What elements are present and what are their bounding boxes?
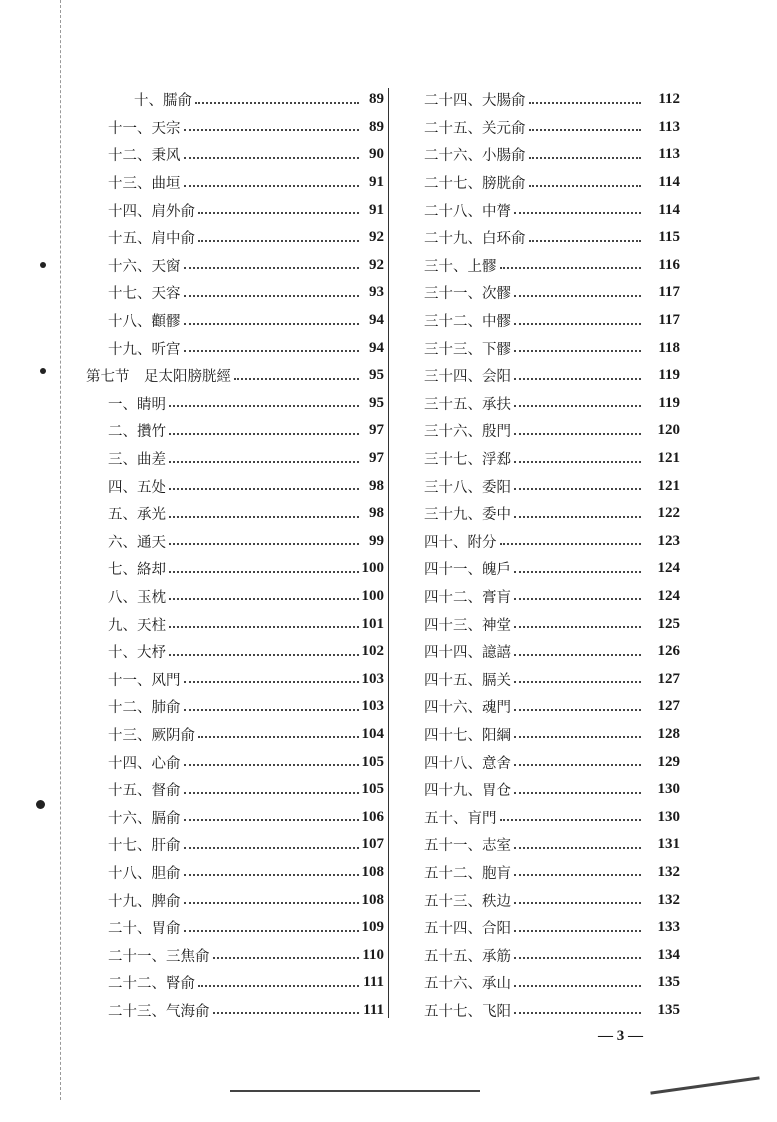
toc-entry	[86, 859, 384, 887]
scan-speck	[40, 368, 46, 374]
toc-entry-title: 九、天柱	[108, 617, 166, 634]
toc-entry	[424, 776, 680, 804]
toc-entry-title: 十七、肝俞	[108, 838, 181, 855]
toc-entry	[86, 721, 384, 749]
toc-entry-title: 二十六、小腸俞	[424, 148, 526, 165]
toc-entry-title: 十五、肩中俞	[108, 231, 195, 248]
toc-entry-page: 122	[657, 505, 680, 522]
toc-entry-page: 95	[369, 394, 384, 411]
toc-entry-page: 124	[657, 587, 680, 604]
toc-entry-title: 五十三、秩边	[424, 893, 511, 910]
dot-leader	[184, 185, 360, 187]
toc-entry	[86, 169, 384, 197]
toc-entry-title: 四、五处	[108, 479, 166, 496]
toc-entry	[86, 638, 384, 666]
toc-entry-page: 94	[369, 312, 384, 329]
toc-entry-page: 127	[657, 698, 680, 715]
dot-leader	[195, 102, 359, 104]
dot-leader	[184, 930, 359, 932]
toc-entry-page: 93	[369, 284, 384, 301]
dot-leader	[184, 792, 359, 794]
toc-entry-page: 102	[361, 643, 384, 660]
dot-leader	[169, 626, 359, 628]
toc-entry	[424, 169, 680, 197]
dot-leader	[514, 405, 641, 407]
toc-entry	[424, 141, 680, 169]
toc-entry-title: 十九、脾俞	[108, 893, 181, 910]
toc-entry	[86, 665, 384, 693]
toc-entry-title: 三十三、下髎	[424, 341, 511, 358]
toc-entry-page: 135	[657, 1001, 680, 1018]
toc-entry	[86, 196, 384, 224]
dot-leader	[514, 295, 641, 297]
toc-entry-title: 二、攢竹	[108, 424, 166, 441]
dot-leader	[529, 129, 642, 131]
dot-leader	[184, 764, 359, 766]
toc-entry-title: 四十五、膈关	[424, 672, 511, 689]
toc-entry	[86, 997, 384, 1025]
scan-margin-line	[60, 0, 62, 1100]
toc-entry	[86, 141, 384, 169]
toc-entry-page: 119	[658, 367, 680, 384]
toc-entry-page: 97	[369, 422, 384, 439]
dot-leader	[514, 957, 641, 959]
toc-entry-title: 十九、听宫	[108, 341, 181, 358]
dot-leader	[529, 157, 642, 159]
toc-entry-title: 五十一、志室	[424, 838, 511, 855]
toc-entry	[86, 334, 384, 362]
toc-entry-title: 四十八、意舍	[424, 755, 511, 772]
dot-leader	[213, 1012, 360, 1014]
toc-entry-title: 十三、曲垣	[108, 176, 181, 193]
toc-entry	[86, 555, 384, 583]
toc-entry-page: 111	[363, 1001, 384, 1018]
toc-entry-title: 四十六、魂門	[424, 700, 511, 717]
toc-entry-title: 三十二、中髎	[424, 314, 511, 331]
toc-entry-title: 三十六、殷門	[424, 424, 511, 441]
toc-entry	[424, 693, 680, 721]
dot-leader	[514, 378, 641, 380]
toc-entry-page: 100	[361, 560, 384, 577]
toc-entry	[424, 196, 680, 224]
toc-entry-title: 四十九、胃仓	[424, 783, 511, 800]
dot-leader	[514, 516, 641, 518]
toc-entry-title: 七、絡却	[108, 562, 166, 579]
dot-leader	[184, 295, 360, 297]
toc-entry	[86, 86, 384, 114]
toc-entry-page: 117	[658, 284, 680, 301]
toc-entry-title: 十四、肩外俞	[108, 203, 195, 220]
dot-leader	[514, 681, 641, 683]
scan-speck	[36, 800, 45, 809]
toc-entry	[424, 831, 680, 859]
toc-entry-title: 四十二、膏肓	[424, 589, 511, 606]
dot-leader	[514, 792, 641, 794]
toc-entry-page: 121	[657, 477, 680, 494]
toc-entry	[424, 390, 680, 418]
toc-entry	[424, 528, 680, 556]
dot-leader	[184, 902, 359, 904]
toc-entry-page: 94	[369, 339, 384, 356]
toc-entry-page: 123	[657, 532, 680, 549]
toc-entry-page: 111	[363, 974, 384, 991]
toc-entry	[424, 748, 680, 776]
dot-leader	[184, 819, 359, 821]
toc-entry-title: 十四、心俞	[108, 755, 181, 772]
dot-leader	[184, 709, 359, 711]
toc-entry-page: 99	[369, 532, 384, 549]
toc-entry-page: 92	[369, 256, 384, 273]
toc-entry	[86, 472, 384, 500]
dot-leader	[184, 157, 360, 159]
toc-entry-title: 二十一、三焦俞	[108, 948, 210, 965]
dot-leader	[500, 819, 642, 821]
toc-entry-title: 四十七、阳綱	[424, 727, 511, 744]
toc-entry	[86, 941, 384, 969]
toc-entry-title: 三十八、委阳	[424, 479, 511, 496]
toc-entry-page: 125	[657, 615, 680, 632]
toc-entry	[424, 334, 680, 362]
dot-leader	[184, 874, 359, 876]
toc-entry-page: 89	[369, 91, 384, 108]
toc-entry-page: 108	[361, 863, 384, 880]
toc-entry	[86, 803, 384, 831]
toc-entry	[86, 500, 384, 528]
toc-entry-title: 四十、附分	[424, 534, 497, 551]
dot-leader	[514, 985, 641, 987]
toc-entry	[86, 417, 384, 445]
dot-leader	[169, 488, 359, 490]
toc-entry	[86, 914, 384, 942]
toc-entry-page: 98	[369, 477, 384, 494]
toc-entry-page: 129	[657, 753, 680, 770]
toc-right-column	[424, 86, 680, 1024]
toc-entry-title: 三十、上髎	[424, 258, 497, 275]
toc-entry	[424, 803, 680, 831]
toc-entry-page: 108	[361, 891, 384, 908]
dot-leader	[500, 543, 642, 545]
dot-leader	[169, 516, 359, 518]
dot-leader	[169, 405, 359, 407]
toc-entry-page: 113	[658, 146, 680, 163]
dot-leader	[514, 350, 641, 352]
dot-leader	[514, 1012, 641, 1014]
toc-entry-title: 一、睛明	[108, 396, 166, 413]
toc-entry-title: 三十五、承扶	[424, 396, 511, 413]
toc-entry-page: 101	[361, 615, 384, 632]
toc-entry-page: 128	[657, 725, 680, 742]
toc-entry-title: 十二、秉风	[108, 148, 181, 165]
dot-leader	[198, 736, 359, 738]
toc-entry-title: 五十二、胞肓	[424, 865, 511, 882]
dot-leader	[514, 461, 641, 463]
toc-entry-title: 十七、天容	[108, 286, 181, 303]
dot-leader	[514, 736, 641, 738]
toc-entry-page: 105	[361, 781, 384, 798]
toc-entry-title: 四十一、魄戶	[424, 562, 511, 579]
dot-leader	[234, 378, 359, 380]
toc-entry	[424, 500, 680, 528]
toc-entry	[424, 279, 680, 307]
toc-entry-title: 五十、肓門	[424, 810, 497, 827]
toc-entry	[424, 610, 680, 638]
toc-entry-page: 103	[361, 698, 384, 715]
toc-entry	[424, 445, 680, 473]
toc-entry-title: 二十、胃俞	[108, 921, 181, 938]
toc-entry-title: 十三、厥阴俞	[108, 727, 195, 744]
dot-leader	[169, 598, 359, 600]
toc-entry	[86, 224, 384, 252]
toc-entry-page: 124	[657, 560, 680, 577]
dot-leader	[169, 433, 359, 435]
toc-entry-page: 103	[361, 670, 384, 687]
toc-entry-title: 十六、天窗	[108, 258, 181, 275]
toc-entry-page: 114	[658, 201, 680, 218]
toc-entry-title: 十一、天宗	[108, 120, 181, 137]
toc-entry-page: 116	[658, 256, 680, 273]
scan-speck	[40, 262, 46, 268]
toc-entry-title: 二十八、中膂	[424, 203, 511, 220]
toc-entry	[424, 941, 680, 969]
toc-entry-page: 135	[657, 974, 680, 991]
dot-leader	[184, 323, 360, 325]
toc-entry	[86, 748, 384, 776]
dot-leader	[514, 488, 641, 490]
toc-entry-title: 三十一、次髎	[424, 286, 511, 303]
toc-entry	[424, 997, 680, 1025]
toc-entry	[86, 583, 384, 611]
scan-edge-line	[650, 1076, 759, 1094]
toc-entry	[86, 776, 384, 804]
toc-entry-title: 十二、肺俞	[108, 700, 181, 717]
dot-leader	[529, 102, 642, 104]
toc-entry	[424, 252, 680, 280]
toc-entry	[424, 914, 680, 942]
toc-entry-page: 110	[362, 946, 384, 963]
dot-leader	[514, 433, 641, 435]
dot-leader	[500, 267, 642, 269]
toc-entry	[424, 555, 680, 583]
toc-entry-page: 106	[361, 808, 384, 825]
dot-leader	[169, 571, 359, 573]
toc-entry-page: 120	[657, 422, 680, 439]
toc-entry-title: 三十七、浮郄	[424, 452, 511, 469]
toc-entry	[86, 252, 384, 280]
toc-entry-title: 十一、风門	[108, 672, 181, 689]
toc-entry-page: 131	[657, 836, 680, 853]
dot-leader	[213, 957, 360, 959]
dot-leader	[184, 847, 359, 849]
toc-entry-page: 98	[369, 505, 384, 522]
dot-leader	[169, 543, 359, 545]
toc-entry-page: 126	[657, 643, 680, 660]
dot-leader	[198, 985, 359, 987]
toc-entry-page: 119	[658, 394, 680, 411]
dot-leader	[514, 323, 641, 325]
toc-entry-page: 92	[369, 229, 384, 246]
toc-entry-title: 二十三、气海俞	[108, 1003, 210, 1020]
toc-entry	[424, 224, 680, 252]
toc-entry-page: 130	[657, 808, 680, 825]
toc-entry-title: 三十九、委中	[424, 507, 511, 524]
toc-entry-title: 五十七、飞阳	[424, 1003, 511, 1020]
toc-entry-page: 133	[657, 919, 680, 936]
toc-entry	[424, 472, 680, 500]
toc-entry	[424, 859, 680, 887]
toc-entry-title: 五十五、承筋	[424, 948, 511, 965]
toc-entry-page: 97	[369, 450, 384, 467]
toc-entry-page: 132	[657, 891, 680, 908]
toc-entry-page: 127	[657, 670, 680, 687]
toc-entry-page: 107	[361, 836, 384, 853]
toc-entry-title: 十五、督俞	[108, 783, 181, 800]
toc-entry-title: 三、曲差	[108, 452, 166, 469]
toc-entry-title: 二十四、大腸俞	[424, 93, 526, 110]
toc-entry-page: 115	[658, 229, 680, 246]
dot-leader	[529, 240, 642, 242]
toc-entry	[424, 583, 680, 611]
toc-entry-page: 114	[658, 174, 680, 191]
dot-leader	[514, 847, 641, 849]
dot-leader	[514, 902, 641, 904]
toc-entry	[86, 969, 384, 997]
toc-entry	[86, 693, 384, 721]
dot-leader	[184, 681, 359, 683]
toc-entry-title: 四十四、譩譆	[424, 645, 511, 662]
toc-entry	[86, 390, 384, 418]
dot-leader	[514, 709, 641, 711]
toc-entry-page: 118	[658, 339, 680, 356]
toc-entry-title: 二十九、白环俞	[424, 231, 526, 248]
column-divider	[388, 88, 389, 1018]
toc-entry-page: 89	[369, 118, 384, 135]
toc-entry-page: 91	[369, 201, 384, 218]
toc-entry	[424, 721, 680, 749]
toc-entry-title: 二十七、膀胱俞	[424, 176, 526, 193]
toc-entry-title: 五十四、合阳	[424, 921, 511, 938]
toc-entry-page: 109	[361, 919, 384, 936]
toc-entry	[424, 638, 680, 666]
dot-leader	[184, 129, 360, 131]
dot-leader	[514, 764, 641, 766]
toc-entry-page: 132	[657, 863, 680, 880]
toc-entry-title: 二十二、腎俞	[108, 976, 195, 993]
toc-entry-page: 105	[361, 753, 384, 770]
toc-entry-title: 五、承光	[108, 507, 166, 524]
toc-entry-title: 十、大杼	[108, 645, 166, 662]
toc-entry-page: 100	[361, 587, 384, 604]
toc-entry-page: 113	[658, 118, 680, 135]
toc-entry-title: 第七节 足太阳膀胱經	[86, 369, 231, 386]
toc-entry	[86, 279, 384, 307]
toc-entry-page: 95	[369, 367, 384, 384]
toc-section-heading	[86, 362, 384, 390]
toc-entry-page: 121	[657, 450, 680, 467]
toc-entry	[424, 417, 680, 445]
toc-entry	[86, 307, 384, 335]
toc-entry-page: 90	[369, 146, 384, 163]
toc-entry	[86, 610, 384, 638]
scan-edge-line	[230, 1090, 480, 1092]
dot-leader	[514, 598, 641, 600]
dot-leader	[184, 350, 360, 352]
toc-entry	[86, 114, 384, 142]
dot-leader	[514, 626, 641, 628]
toc-entry	[424, 307, 680, 335]
toc-entry-title: 五十六、承山	[424, 976, 511, 993]
toc-entry-page: 130	[657, 781, 680, 798]
toc-entry-title: 六、通天	[108, 534, 166, 551]
toc-entry-title: 二十五、关元俞	[424, 120, 526, 137]
dot-leader	[529, 185, 642, 187]
toc-entry	[86, 445, 384, 473]
toc-entry-page: 91	[369, 174, 384, 191]
toc-entry	[86, 528, 384, 556]
dot-leader	[514, 212, 641, 214]
toc-entry-title: 三十四、会阳	[424, 369, 511, 386]
toc-entry-title: 十六、膈俞	[108, 810, 181, 827]
toc-entry	[424, 114, 680, 142]
toc-entry	[86, 886, 384, 914]
toc-entry	[424, 362, 680, 390]
toc-entry-title: 十八、胆俞	[108, 865, 181, 882]
toc-entry-title: 十八、顴髎	[108, 314, 181, 331]
toc-entry-page: 134	[657, 946, 680, 963]
toc-entry	[424, 665, 680, 693]
page-number: — 3 —	[598, 1028, 643, 1044]
toc-entry-page: 117	[658, 312, 680, 329]
dot-leader	[184, 267, 360, 269]
toc-entry-page: 104	[361, 725, 384, 742]
dot-leader	[514, 571, 641, 573]
toc-left-column	[86, 86, 384, 1024]
toc-entry	[424, 86, 680, 114]
toc-entry-title: 十、臑俞	[134, 93, 192, 110]
toc-entry	[86, 831, 384, 859]
toc-entry	[424, 969, 680, 997]
dot-leader	[169, 461, 359, 463]
dot-leader	[514, 654, 641, 656]
toc-entry-title: 八、玉枕	[108, 589, 166, 606]
dot-leader	[198, 240, 359, 242]
toc-entry-title: 四十三、神堂	[424, 617, 511, 634]
dot-leader	[198, 212, 359, 214]
toc-entry-page: 112	[658, 91, 680, 108]
dot-leader	[169, 654, 359, 656]
dot-leader	[514, 930, 641, 932]
dot-leader	[514, 874, 641, 876]
toc-entry	[424, 886, 680, 914]
